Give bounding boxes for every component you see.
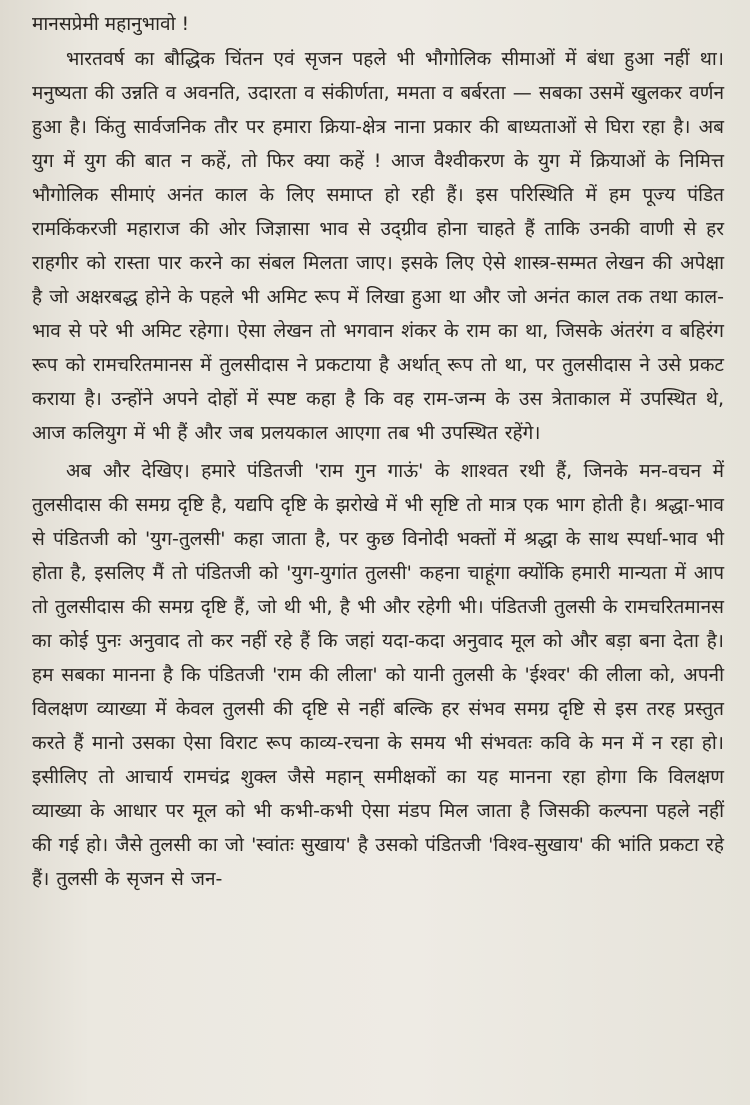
paragraph-1: भारतवर्ष का बौद्धिक चिंतन एवं सृजन पहले भी भौगोलिक सीमाओं में बंधा हुआ नहीं था। मनुष्यता की उन्नति व अवनति, उदारता व संकीर्णता, ममता व बर्बरता — सबका उसमें खुलकर वर्णन हुआ है। किंतु सार्वजनिक तौर पर हमारा क्रिया-क्षेत्र नाना प्रकार की बाध्यताओं से घिरा रहा है। अब युग में युग की बात न कहें, तो फिर क्या कहें ! आज वैश्वीकरण के युग में क्रियाओं के निमित्त भौगोलिक सीमाएं अनंत काल के लिए समाप्त हो रही हैं। इस परिस्थिति में हम पूज्य पंडित रामकिंकरजी महाराज की ओर जिज्ञासा भाव से उद्ग्रीव होना चाहते हैं ताकि उनकी वाणी से हर राहगीर को रास्ता पार करने का संबल मिलता जाए। इसके लिए ऐसे शास्त्र-सम्मत लेखन की अपेक्षा है जो अक्षरबद्ध होने के पहले भी अमिट रूप में लिखा हुआ था और जो अनंत काल तक तथा काल-भाव से परे भी अमिट रहेगा। ऐसा लेखन तो भगवान शंकर के राम का था, जिसके अंतरंग व बहिरंग रूप को रामचरितमानस में तुलसीदास ने प्रकटाया है अर्थात् रूप तो था, पर तुलसीदास ने उसे प्रकट कराया है। उन्होंने अपने दोहों में स्पष्ट कहा है कि वह राम-जन्म के उस त्रेताकाल में उपस्थित थे, आज कलियुग में भी हैं और जब प्रलयकाल आएगा तब भी उपस्थित रहेंगे।	[32, 48, 724, 444]
paragraph-2: अब और देखिए। हमारे पंडितजी 'राम गुन गाऊं' के शाश्वत रथी हैं, जिनके मन-वचन में तुलसीदास की समग्र दृष्टि है, यद्यपि दृष्टि के झरोखे में भी सृष्टि तो मात्र एक भाग होती है। श्रद्धा-भाव से पंडितजी को 'युग-तुलसी' कहा जाता है, पर कुछ विनोदी भक्तों में श्रद्धा के साथ स्पर्धा-भाव भी होता है, इसलिए मैं तो पंडितजी को 'युग-युगांत तुलसी' कहना चाहूंगा क्योंकि हमारी मान्यता में आप तो तुलसीदास की समग्र दृष्टि हैं, जो थी भी, है भी और रहेगी भी। पंडितजी तुलसी के रामचरितमानस का कोई पुनः अनुवाद तो कर नहीं रहे हैं कि जहां यदा-कदा अनुवाद मूल को और बड़ा बना देता है। हम सबका मानना है कि पंडितजी 'राम की लीला' को यानी तुलसी के 'ईश्वर' की लीला को, अपनी विलक्षण व्याख्या में केवल तुलसी की दृष्टि से नहीं बल्कि हर संभव समग्र दृष्टि से इस तरह प्रस्तुत करते हैं मानो उसका ऐसा विराट रूप काव्य-रचना के समय भी संभवतः कवि के मन में न रहा हो। इसीलिए तो आचार्य रामचंद्र शुक्ल जैसे महान् समीक्षकों का यह मानना रहा होगा कि विलक्षण व्याख्या के आधार पर मूल को भी कभी-कभी ऐसा मंडप मिल जाता है जिसकी कल्पना पहले नहीं की गई हो। जैसे तुलसी का जो 'स्वांतः सुखाय' है उसको पंडितजी 'विश्व-सुखाय' की भांति प्रकटा रहे हैं। तुलसी के सृजन से जन-	[32, 460, 724, 890]
greeting-line: मानसप्रेमी महानुभावो !	[32, 13, 190, 35]
